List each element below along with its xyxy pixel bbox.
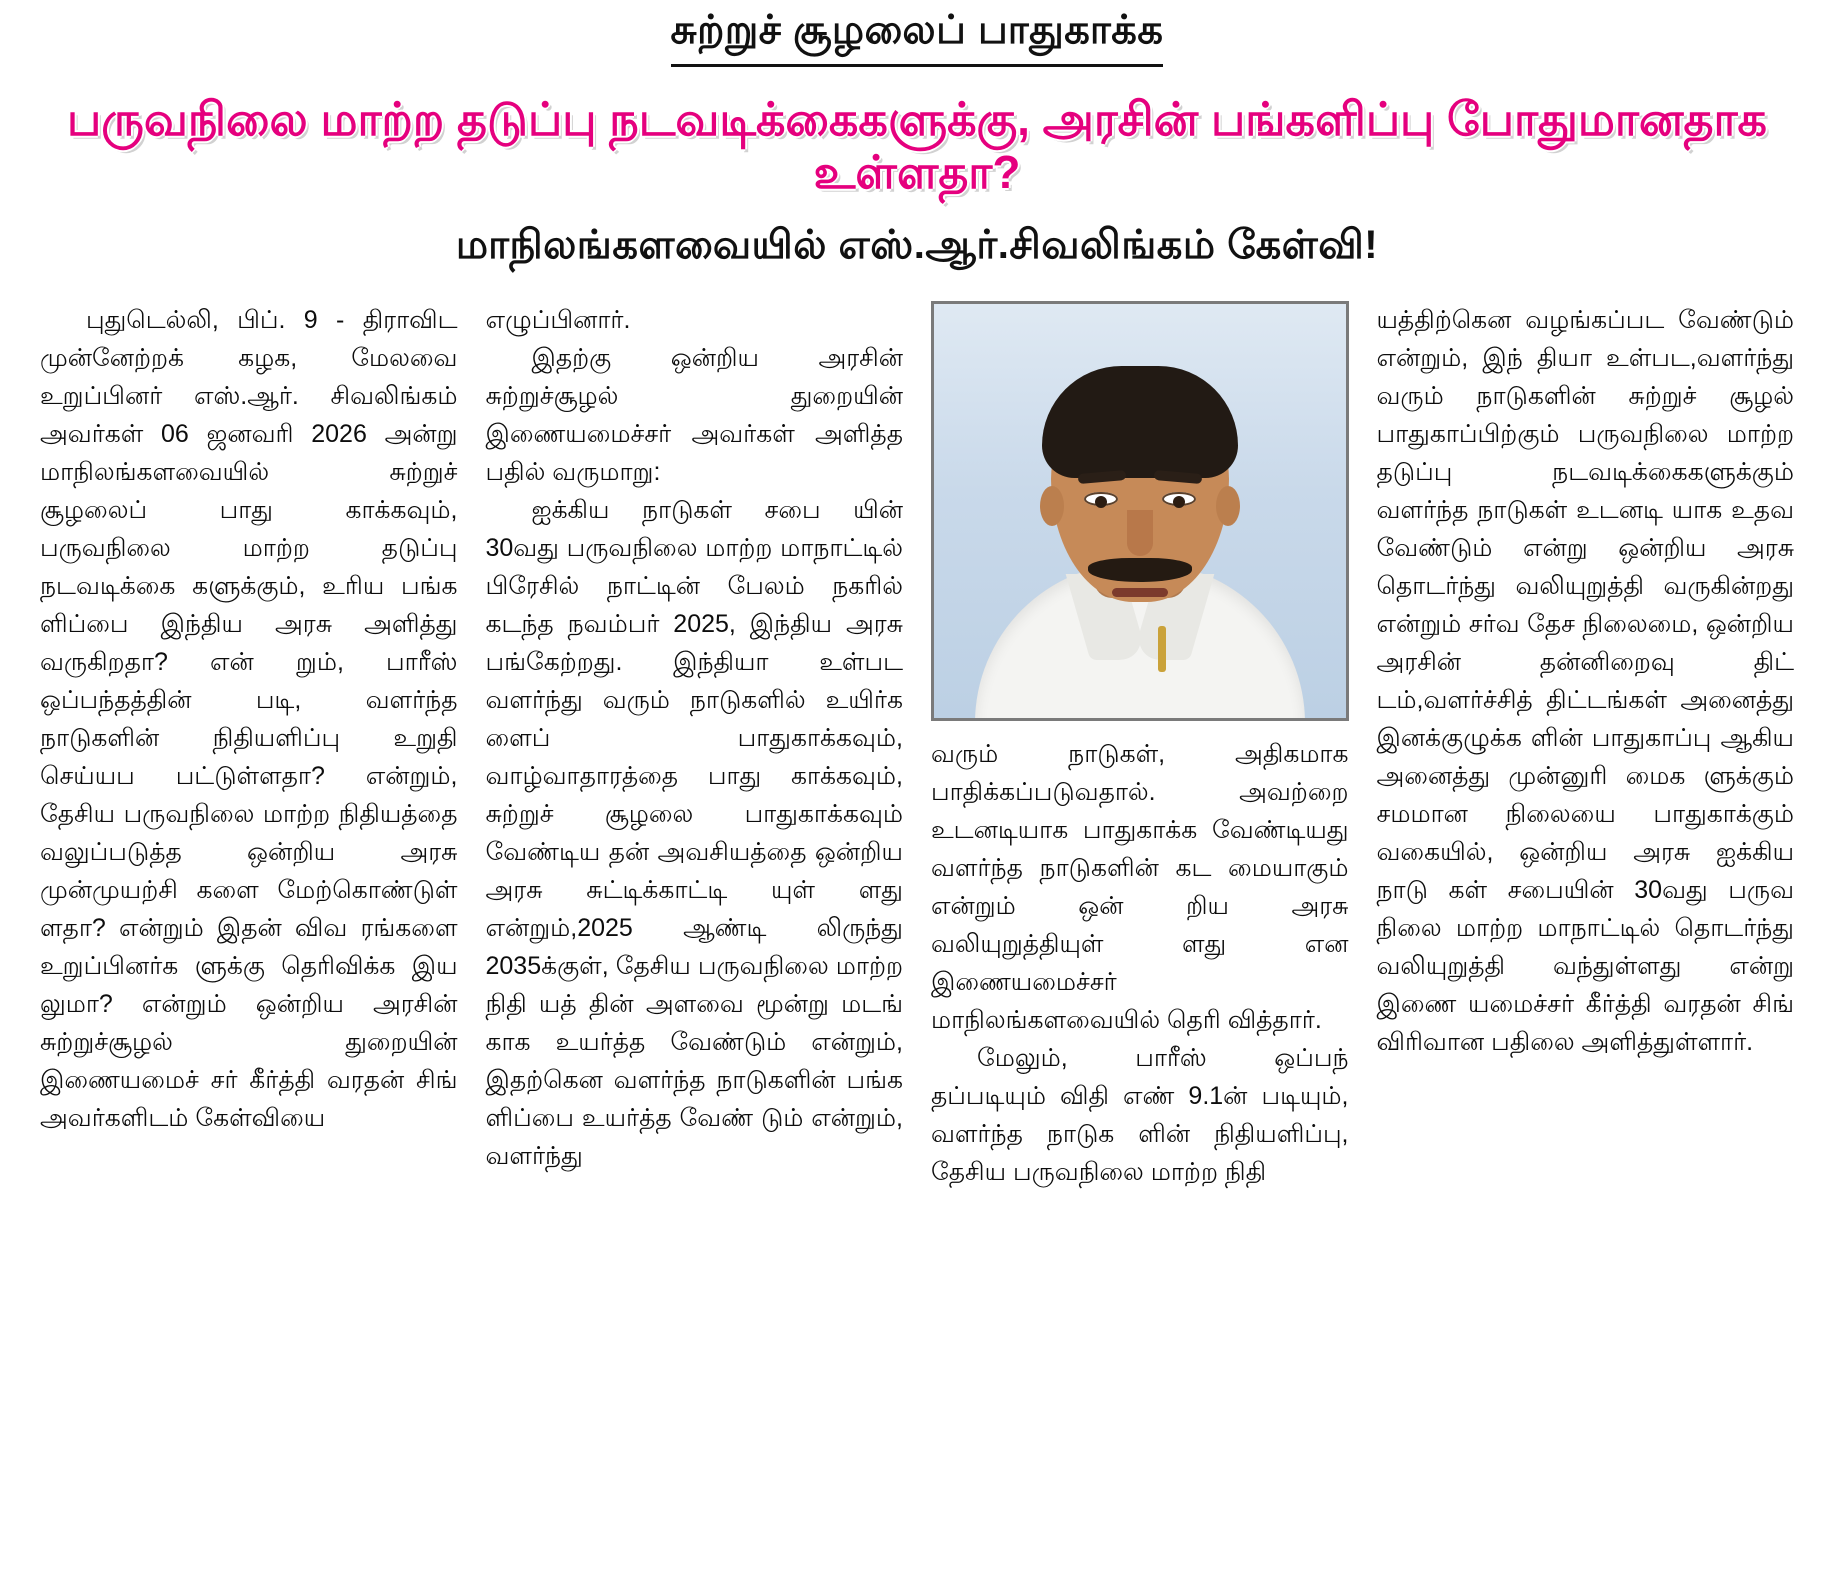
portrait-ear-right xyxy=(1216,486,1240,526)
paragraph: இதற்கு ஒன்றிய அரசின் சுற்றுச்சூழல் துறையின் இணையமைச்சர் அவர்கள் அளித்த பதில் வருமாறு: xyxy=(485,343,903,486)
portrait-pupil-left xyxy=(1095,496,1107,508)
page-headline: பருவநிலை மாற்ற தடுப்பு நடவடிக்கைகளுக்கு, அரசின் பங்களிப்பு போதுமானதாக உள்ளதா? xyxy=(67,93,1767,198)
article-column-1 xyxy=(40,301,458,1137)
paragraph: யத்திற்கென வழங்கப்பட வேண்டும் என்றும், இந் தியா உள்பட,வளர்ந்து வரும் நாடுகளின் சுற்றுச் சூழல் பாதுகாப்பிற்கும் பருவநிலை மாற்ற தடுப்பு நடவடிக்கைகளுக்கும் வளர்ந்த நாடுகள் உடனடி யாக உதவ வேண்டும் என்று ஒன்றிய அரசு தொடர்ந்து வலியுறுத்தி வருகின்றது என்றும் சர்வ தேச நிலைமை, ஒன்றிய அரசின் தன்னிறைவு திட் டம்,வளர்ச்சித் திட்டங்கள் அனைத்து இனக்குழுக்க ளின் பாதுகாப்பு ஆகிய அனைத்து முன்னுரி மைக ளுக்கும் சமமான நிலையை பாதுகாக்கும் வகையில், ஒன்றிய அரசு ஐக்கிய நாடு கள் சபையின் 30வது பருவ நிலை மாற்ற மாநாட்டில் தொடர்ந்து வலியுறுத்தி வந்துள்ளது என்று இணை யமைச்சர் கீர்த்தி வரதன் சிங் விரிவான பதிலை அளித்துள்ளார். xyxy=(1376,305,1794,1056)
portrait-photo xyxy=(931,301,1349,721)
portrait-moustache xyxy=(1088,558,1192,582)
kicker-text: சுற்றுச் சூழலைப் பாதுகாக்க xyxy=(671,8,1164,67)
article-column-4 xyxy=(1377,301,1795,1061)
article-column-3 xyxy=(931,301,1349,1191)
portrait-nose xyxy=(1127,510,1153,556)
portrait-mouth xyxy=(1112,588,1168,597)
page-subheadline: மாநிலங்களவையில் எஸ்.ஆர்.சிவலிங்கம் கேள்வி! xyxy=(455,222,1379,267)
paragraph: ஐக்கிய நாடுகள் சபை யின் 30வது பருவநிலை மாற்ற மாநாட்டில் பிரேசில் நாட்டின் பேலம் நகரில் கடந்த நவம்பர் 2025, இந்திய அரசு பங்கேற்றது. இந்தியா உள்பட வளர்ந்து வரும் நாடுகளில் உயிர்க ளைப் பாதுகாக்கவும், வாழ்வாதாரத்தை பாது காக்கவும், சுற்றுச் சூழலை பாதுகாக்கவும் வேண்டிய தன் அவசியத்தை ஒன்றிய அரசு சுட்டிக்காட்டி யுள் ளது என்றும்,2025 ஆண்டி லிருந்து 2035க்குள், தேசிய பருவநிலை மாற்ற நிதி யத் தின் அளவை மூன்று மடங் காக உயர்த்த வேண்டும் என்றும், இதற்கென வளர்ந்த நாடுகளின் பங்க ளிப்பை உயர்த்த வேண் டும் என்றும், வளர்ந்து xyxy=(485,495,903,1170)
article-column-2 xyxy=(486,301,904,1175)
paragraph: எழுப்பினார். xyxy=(485,305,631,334)
paragraph: மேலும், பாரீஸ் ஒப்பந் தப்படியும் விதி எண் 9.1ன் படியும், வளர்ந்த நாடுக ளின் நிதியளிப்பு, தேசிய பருவநிலை மாற்ற நிதி xyxy=(931,1043,1349,1186)
portrait-pupil-right xyxy=(1173,496,1185,508)
kicker-wrap xyxy=(40,0,1794,67)
paragraph: வரும் நாடுகள், அதிகமாக பாதிக்கப்படுவதால். அவற்றை உடனடியாக பாதுகாக்க வேண்டியது வளர்ந்த நாடுகளின் கட மையாகும் என்றும் ஒன் றிய அரசு வலியுறுத்தியுள் ளது என இணையமைச்சர் மாநிலங்களவையில் தெரி வித்தார். xyxy=(931,739,1349,1034)
paragraph: புதுடெல்லி, பிப். 9 - திராவிட முன்னேற்றக் கழக, மேலவை உறுப்பினர் எஸ்.ஆர். சிவலிங்கம் அவர்கள் 06 ஜனவரி 2026 அன்று மாநிலங்களவையில் சுற்றுச் சூழலைப் பாது காக்கவும், பருவநிலை மாற்ற தடுப்பு நடவடிக்கை களுக்கும், உரிய பங்க ளிப்பை இந்திய அரசு அளித்து வருகிறதா? என் றும், பாரீஸ் ஒப்பந்தத்தின் படி, வளர்ந்த நாடுகளின் நிதியளிப்பு உறுதி செய்யப பட்டுள்ளதா? என்றும், தேசிய பருவநிலை மாற்ற நிதியத்தை வலுப்படுத்த ஒன்றிய அரசு முன்முயற்சி களை மேற்கொண்டுள் ளதா? என்றும் இதன் விவ ரங்களை உறுப்பினர்க ளுக்கு தெரிவிக்க இய லுமா? என்றும் ஒன்றிய அரசின் சுற்றுச்சூழல் துறையின் இணையமைச் சர் கீர்த்தி வரதன் சிங் அவர்களிடம் கேள்வியை xyxy=(40,305,458,1132)
portrait-hair xyxy=(1042,366,1238,478)
article-columns xyxy=(40,301,1794,1491)
pen-icon xyxy=(1158,626,1166,672)
portrait-ear-left xyxy=(1040,486,1064,526)
